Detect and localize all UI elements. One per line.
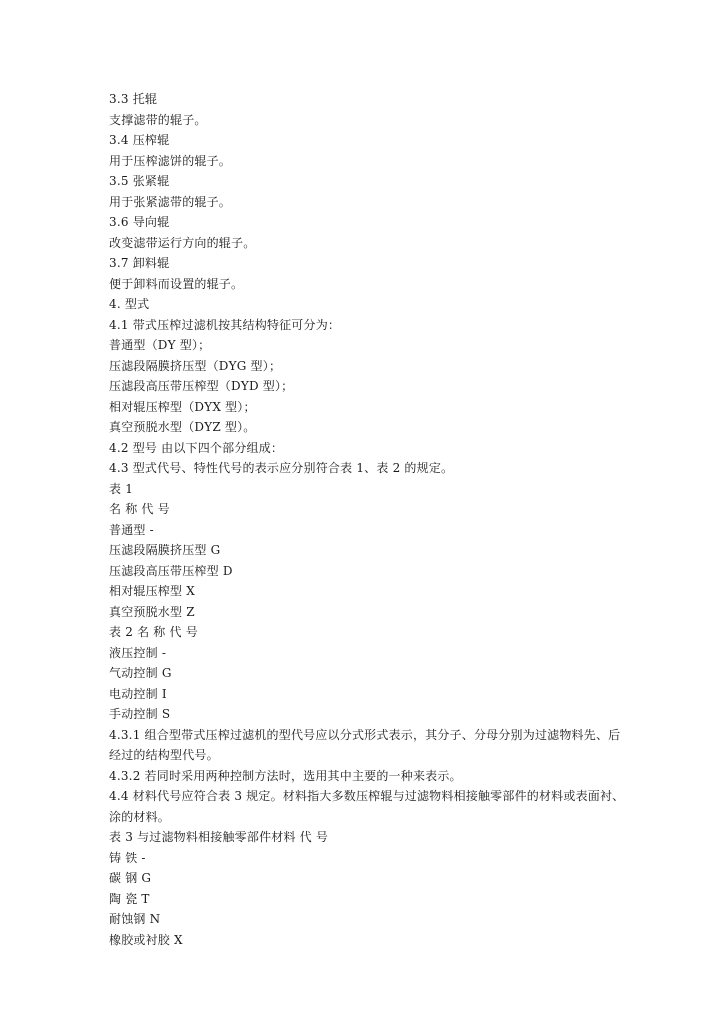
table-row: 电动控制 I: [109, 686, 167, 701]
table-row: 相对辊压榨型 X: [109, 584, 195, 598]
paragraph: 4.3 型式代号、特性代号的表示应分别符合表 1、表 2 的规定。: [109, 461, 454, 475]
list-item: 压滤段高压带压榨型（DYD 型）；: [109, 379, 294, 393]
section-3-6-heading: 3.6 导向辊: [109, 215, 170, 229]
paragraph: 4.2 型号 由以下四个部分组成：: [109, 440, 284, 455]
list-item: 相对辊压榨型（DYX 型）；: [109, 399, 256, 414]
section-3-3-heading: 3.3 托辊: [109, 92, 158, 106]
paragraph: 4.1 带式压榨过滤机按其结构特征可分为：: [109, 317, 341, 332]
table-row: 碳 钢 G: [109, 871, 152, 885]
table-row: 气动控制 G: [109, 666, 172, 680]
table-row: 真空预脱水型 Z: [109, 604, 195, 619]
paragraph: 4.3.2 若同时采用两种控制方法时，选用其中主要的一种来表示。: [109, 768, 462, 783]
table-1-caption: 表 1: [109, 481, 134, 496]
section-4-heading: 4. 型式: [109, 297, 150, 311]
table-row: 液压控制 -: [109, 645, 167, 660]
paragraph: 改变滤带运行方向的辊子。: [109, 235, 256, 250]
document-body: [109, 89, 629, 950]
list-item: 压滤段隔膜挤压型（DYG 型）；: [109, 358, 282, 373]
paragraph: 便于卸料而设置的辊子。: [109, 276, 244, 291]
table-3-caption: 表 3 与过滤物料相接触零部件材料 代 号: [109, 830, 329, 844]
table-row: 耐蚀钢 N: [109, 912, 161, 926]
list-item: 普通型（DY 型）；: [109, 338, 211, 352]
table-row: 橡胶或衬胶 X: [109, 932, 183, 947]
list-item: 真空预脱水型（DYZ 型）。: [109, 420, 256, 434]
section-3-5-heading: 3.5 张紧辊: [109, 174, 170, 188]
paragraph: 支撑滤带的辊子。: [109, 112, 207, 127]
section-3-4-heading: 3.4 压榨辊: [109, 133, 170, 147]
table-1-header: 名 称 代 号: [109, 502, 170, 516]
section-3-7-heading: 3.7 卸料辊: [109, 256, 170, 270]
table-row: 铸 铁 -: [109, 850, 146, 865]
table-row: 压滤段隔膜挤压型 G: [109, 543, 221, 557]
table-row: 压滤段高压带压榨型 D: [109, 563, 233, 578]
paragraph: 用于张紧滤带的辊子。: [109, 194, 232, 209]
table-2-caption: 表 2 名 称 代 号: [109, 625, 198, 639]
paragraph: 4.4 材料代号应符合表 3 规定。材料指大多数压榨辊与过滤物料相接触零部件的材料或表面衬、涂的材料。: [109, 789, 625, 824]
table-row: 陶 瓷 T: [109, 891, 150, 906]
table-row: 普通型 -: [109, 522, 154, 537]
paragraph: 4.3.1 组合型带式压榨过滤机的型代号应以分式形式表示，其分子、分母分别为过滤物料先、后经过的结构型代号。: [109, 727, 621, 762]
paragraph: 用于压榨滤饼的辊子。: [109, 153, 232, 168]
table-row: 手动控制 S: [109, 707, 171, 721]
